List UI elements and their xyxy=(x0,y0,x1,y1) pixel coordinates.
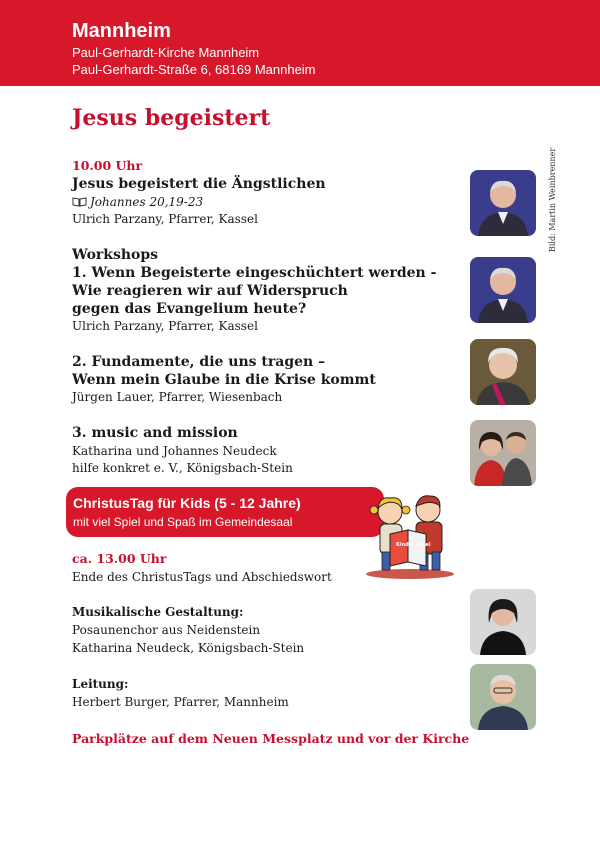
workshop3-title: 3. music and mission xyxy=(72,425,238,441)
header-city: Mannheim xyxy=(72,20,171,42)
photo-ulrich-parzany xyxy=(470,170,536,236)
workshop2-line2: Wenn mein Glaube in die Krise kommt xyxy=(72,372,376,388)
parking-note: Parkplätze auf dem Neuen Messplatz und vor der Kirche xyxy=(72,731,470,746)
bible-reference-text: Johannes 20,19-23 xyxy=(90,195,204,209)
music-line1: Posaunenchor aus Neidenstein xyxy=(72,623,261,637)
workshop3-speaker-line2: hilfe konkret e. V., Königsbach-Stein xyxy=(72,461,293,475)
workshop2-line1: 2. Fundamente, die uns tragen – xyxy=(72,354,326,370)
kids-title: ChristusTag für Kids (5 - 12 Jahre) xyxy=(73,495,301,511)
leitung-heading: Leitung: xyxy=(72,677,129,691)
closing-time: ca. 13.00 Uhr xyxy=(72,551,167,566)
photo-juergen-lauer xyxy=(470,339,536,405)
open-book-icon xyxy=(72,197,87,207)
workshop1-line1: 1. Wenn Begeisterte eingeschüchtert werden - xyxy=(72,265,437,281)
photo-ulrich-parzany-workshop xyxy=(470,257,536,323)
photo-herbert-burger xyxy=(470,664,536,730)
music-heading: Musikalische Gestaltung: xyxy=(72,605,244,619)
opening-time: 10.00 Uhr xyxy=(72,158,143,173)
kids-reading-illustration xyxy=(360,490,460,580)
opening-speaker: Ulrich Parzany, Pfarrer, Kassel xyxy=(72,212,258,226)
music-line2: Katharina Neudeck, Königsbach-Stein xyxy=(72,641,305,655)
opening-title: Jesus begeistert die Ängstlichen xyxy=(72,176,326,192)
book-label: Kinder Bibel xyxy=(396,542,431,548)
workshop1-line3: gegen das Evangelium heute? xyxy=(72,301,307,317)
workshop1-speaker: Ulrich Parzany, Pfarrer, Kassel xyxy=(72,319,258,333)
workshop2-speaker: Jürgen Lauer, Pfarrer, Wiesenbach xyxy=(72,390,283,404)
bible-reference xyxy=(72,194,203,211)
leitung-line1: Herbert Burger, Pfarrer, Mannheim xyxy=(72,695,289,709)
header-church: Paul-Gerhardt-Kirche Mannheim xyxy=(72,45,260,60)
photo-katharina-johannes-neudeck xyxy=(470,420,536,486)
kids-banner xyxy=(66,487,384,537)
photo-credit: Bild: Martin Weinbrenner xyxy=(548,147,557,252)
kids-subtitle: mit viel Spiel und Spaß im Gemeindesaal xyxy=(73,515,293,529)
photo-katharina-neudeck xyxy=(470,589,536,655)
workshops-heading: Workshops xyxy=(72,247,159,263)
workshop1-line2: Wie reagieren wir auf Widerspruch xyxy=(72,283,348,299)
workshop3-speaker-line1: Katharina und Johannes Neudeck xyxy=(72,444,277,458)
header-address: Paul-Gerhardt-Straße 6, 68169 Mannheim xyxy=(72,62,316,77)
closing-text: Ende des ChristusTags und Abschiedswort xyxy=(72,570,332,584)
header-bar xyxy=(0,0,600,86)
page-title: Jesus begeistert xyxy=(72,105,271,131)
